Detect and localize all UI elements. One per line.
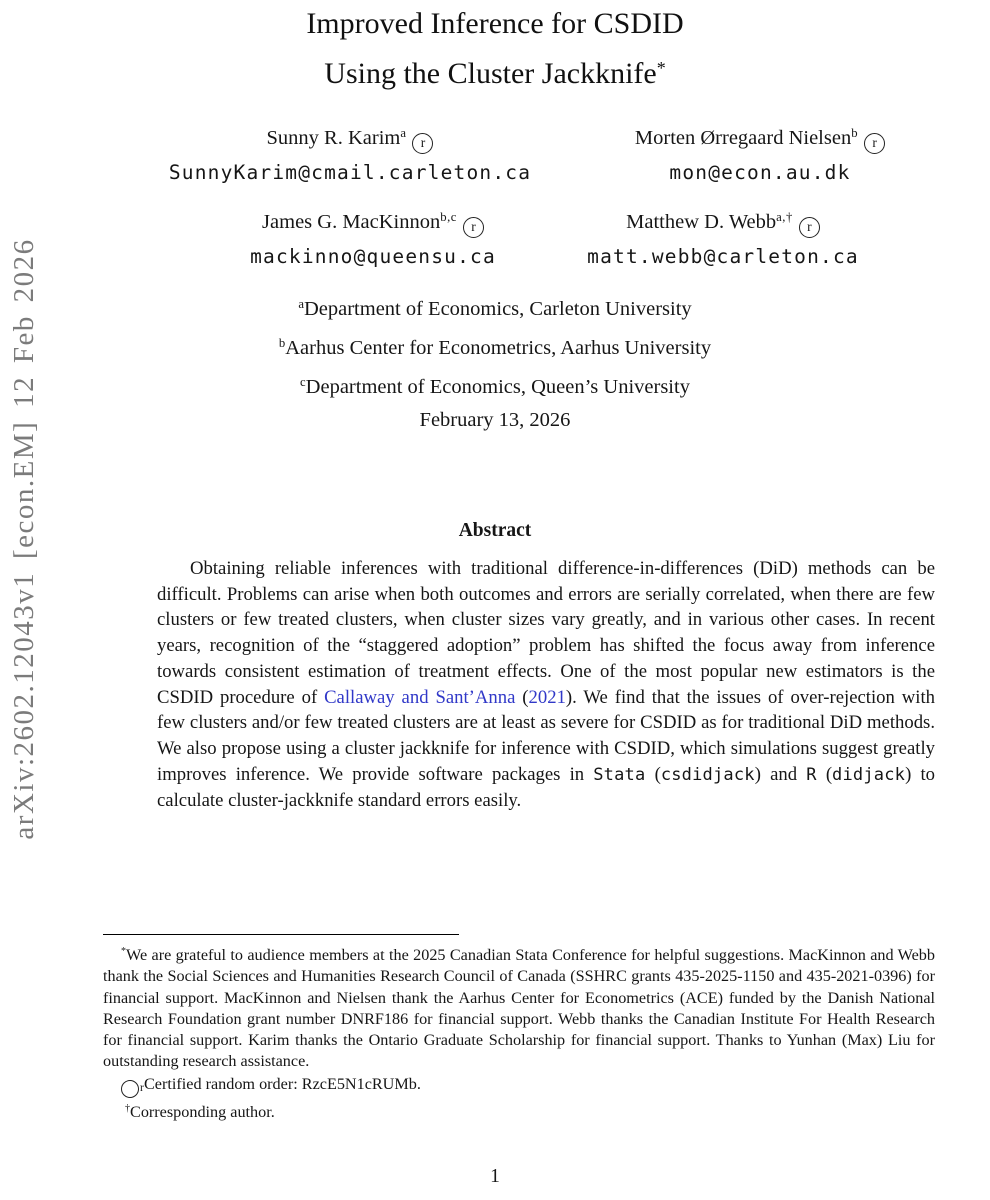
affiliation-text: Aarhus Center for Econometrics, Aarhus University [285, 337, 712, 359]
random-order-icon [121, 1080, 144, 1098]
affiliation-line [0, 365, 990, 404]
footnote-corresponding [103, 1098, 935, 1123]
author-email: matt.webb@carleton.ca [587, 245, 859, 268]
affiliation-sup: a [298, 297, 304, 311]
affiliations [0, 287, 990, 404]
author-name-text: Morten Ørregaard Nielsen [634, 127, 852, 149]
paper-title-line2-text: Using the Cluster Jackknife [324, 57, 657, 90]
random-order-glyph: r [872, 135, 877, 150]
paper-title-line2 [0, 46, 990, 96]
author-email: mon@econ.au.dk [669, 161, 851, 184]
author-email: mackinno@queensu.ca [250, 245, 496, 268]
author-webb [513, 202, 933, 269]
author-karim [140, 118, 560, 185]
affiliation-line [0, 287, 990, 326]
author-affil-sup: a,† [776, 210, 793, 224]
footnote-random-order-text: Certified random order: RzcE5N1cRUMb. [144, 1074, 421, 1093]
text-segment: ) and [754, 763, 807, 785]
random-order-icon [463, 217, 484, 238]
page-number: 1 [490, 1166, 500, 1187]
code-text: didjack [832, 764, 906, 785]
text-segment: ) to calculate cluster-jackknife standard errors easily. [157, 763, 935, 812]
footnote-random-order [103, 1074, 935, 1098]
author-affil-sup: b [851, 126, 859, 140]
text-segment: Obtaining reliable inferences with traditional difference-in-differences (DiD) methods can be difficult. Problems can arise when both outcomes and errors are serially correlated, when there are few clusters or few treated clusters, when cluster sizes vary greatly, and in various other cases. In recent years, recognition of the “staggered adoption” problem has shifted the focus away from inference towards consistent estimation of treatment effects. One of the most popular new estimators is the CSDID procedure of [157, 558, 935, 708]
arxiv-watermark: arXiv:2602.12043v1 [econ.EM] 12 Feb 2026 [8, 238, 40, 840]
citation-link[interactable]: Callaway and Sant’Anna [324, 686, 516, 708]
affiliation-sup: b [278, 336, 286, 350]
text-segment: ). We find that the issues of over-rejection with few clusters and/or few treated clusters are at least as severe for CSDID as for traditional DiD methods. We also propose using a cluster jackknife for inference with CSDID, which simulations suggest greatly improves inference. We provide software packages in [157, 686, 935, 785]
author-block [0, 118, 990, 278]
author-email: SunnyKarim@cmail.carleton.ca [168, 161, 532, 184]
affiliation-sup: c [300, 375, 306, 389]
affiliation-line [0, 326, 990, 365]
footnote-rule [103, 934, 459, 935]
footnote-corresponding-text: Corresponding author. [130, 1102, 275, 1121]
footnote-asterisk-marker: * [121, 946, 127, 957]
affiliation-text: Department of Economics, Queen’s University [305, 376, 690, 398]
random-order-glyph: r [471, 219, 476, 234]
code-text: Stata [593, 764, 646, 785]
paper-title [0, 1, 990, 96]
author-name-text: James G. MacKinnon [262, 211, 441, 233]
author-nielsen [550, 118, 970, 185]
affiliation-text: Department of Economics, Carleton University [303, 298, 692, 320]
random-order-icon [412, 133, 433, 154]
random-order-icon [864, 133, 885, 154]
text-segment: ( [515, 686, 529, 708]
text-segment: ( [816, 763, 833, 785]
footnote-block [103, 934, 935, 1123]
random-order-glyph: r [807, 219, 812, 234]
code-text: csdidjack [660, 764, 755, 785]
author-name-text: Sunny R. Karim [266, 127, 401, 149]
random-order-glyph: r [140, 1081, 144, 1094]
author-name-text: Matthew D. Webb [626, 211, 777, 233]
paper-date: February 13, 2026 [419, 409, 571, 431]
author-name [513, 202, 933, 238]
author-affil-sup: a [400, 126, 407, 140]
footnote-dagger-marker: † [125, 1102, 131, 1114]
author-affil-sup: b,c [440, 210, 457, 224]
random-order-glyph: r [420, 135, 426, 150]
author-name [550, 118, 970, 154]
abstract-heading: Abstract [458, 520, 532, 541]
abstract-body [157, 556, 935, 814]
text-segment: ( [645, 763, 661, 785]
random-order-icon [799, 217, 820, 238]
author-name [140, 118, 560, 154]
code-text: R [806, 764, 817, 785]
title-footnote-marker: * [656, 58, 666, 78]
footnote-thanks [103, 941, 935, 1073]
paper-title-line1: Improved Inference for CSDID [306, 7, 684, 40]
footnote-thanks-text: We are grateful to audience members at the 2025 Canadian Stata Conference for helpful suggestions. MacKinnon and Webb thank the Social Sciences and Humanities Research Council of Canada (SSHRC grants 435-2025-1150 and 435-2021-0396) for financial support. MacKinnon and Nielsen thank the Aarhus Center for Econometrics (ACE) funded by the Danish National Research Foundation grant number DNRF186 for financial support. Webb thanks the Canadian Institute For Health Research for financial support. Karim thanks the Ontario Graduate Scholarship for financial support. Thanks to Yunhan (Max) Liu for outstanding research assistance. [103, 946, 935, 1071]
citation-link[interactable]: 2021 [528, 686, 566, 708]
